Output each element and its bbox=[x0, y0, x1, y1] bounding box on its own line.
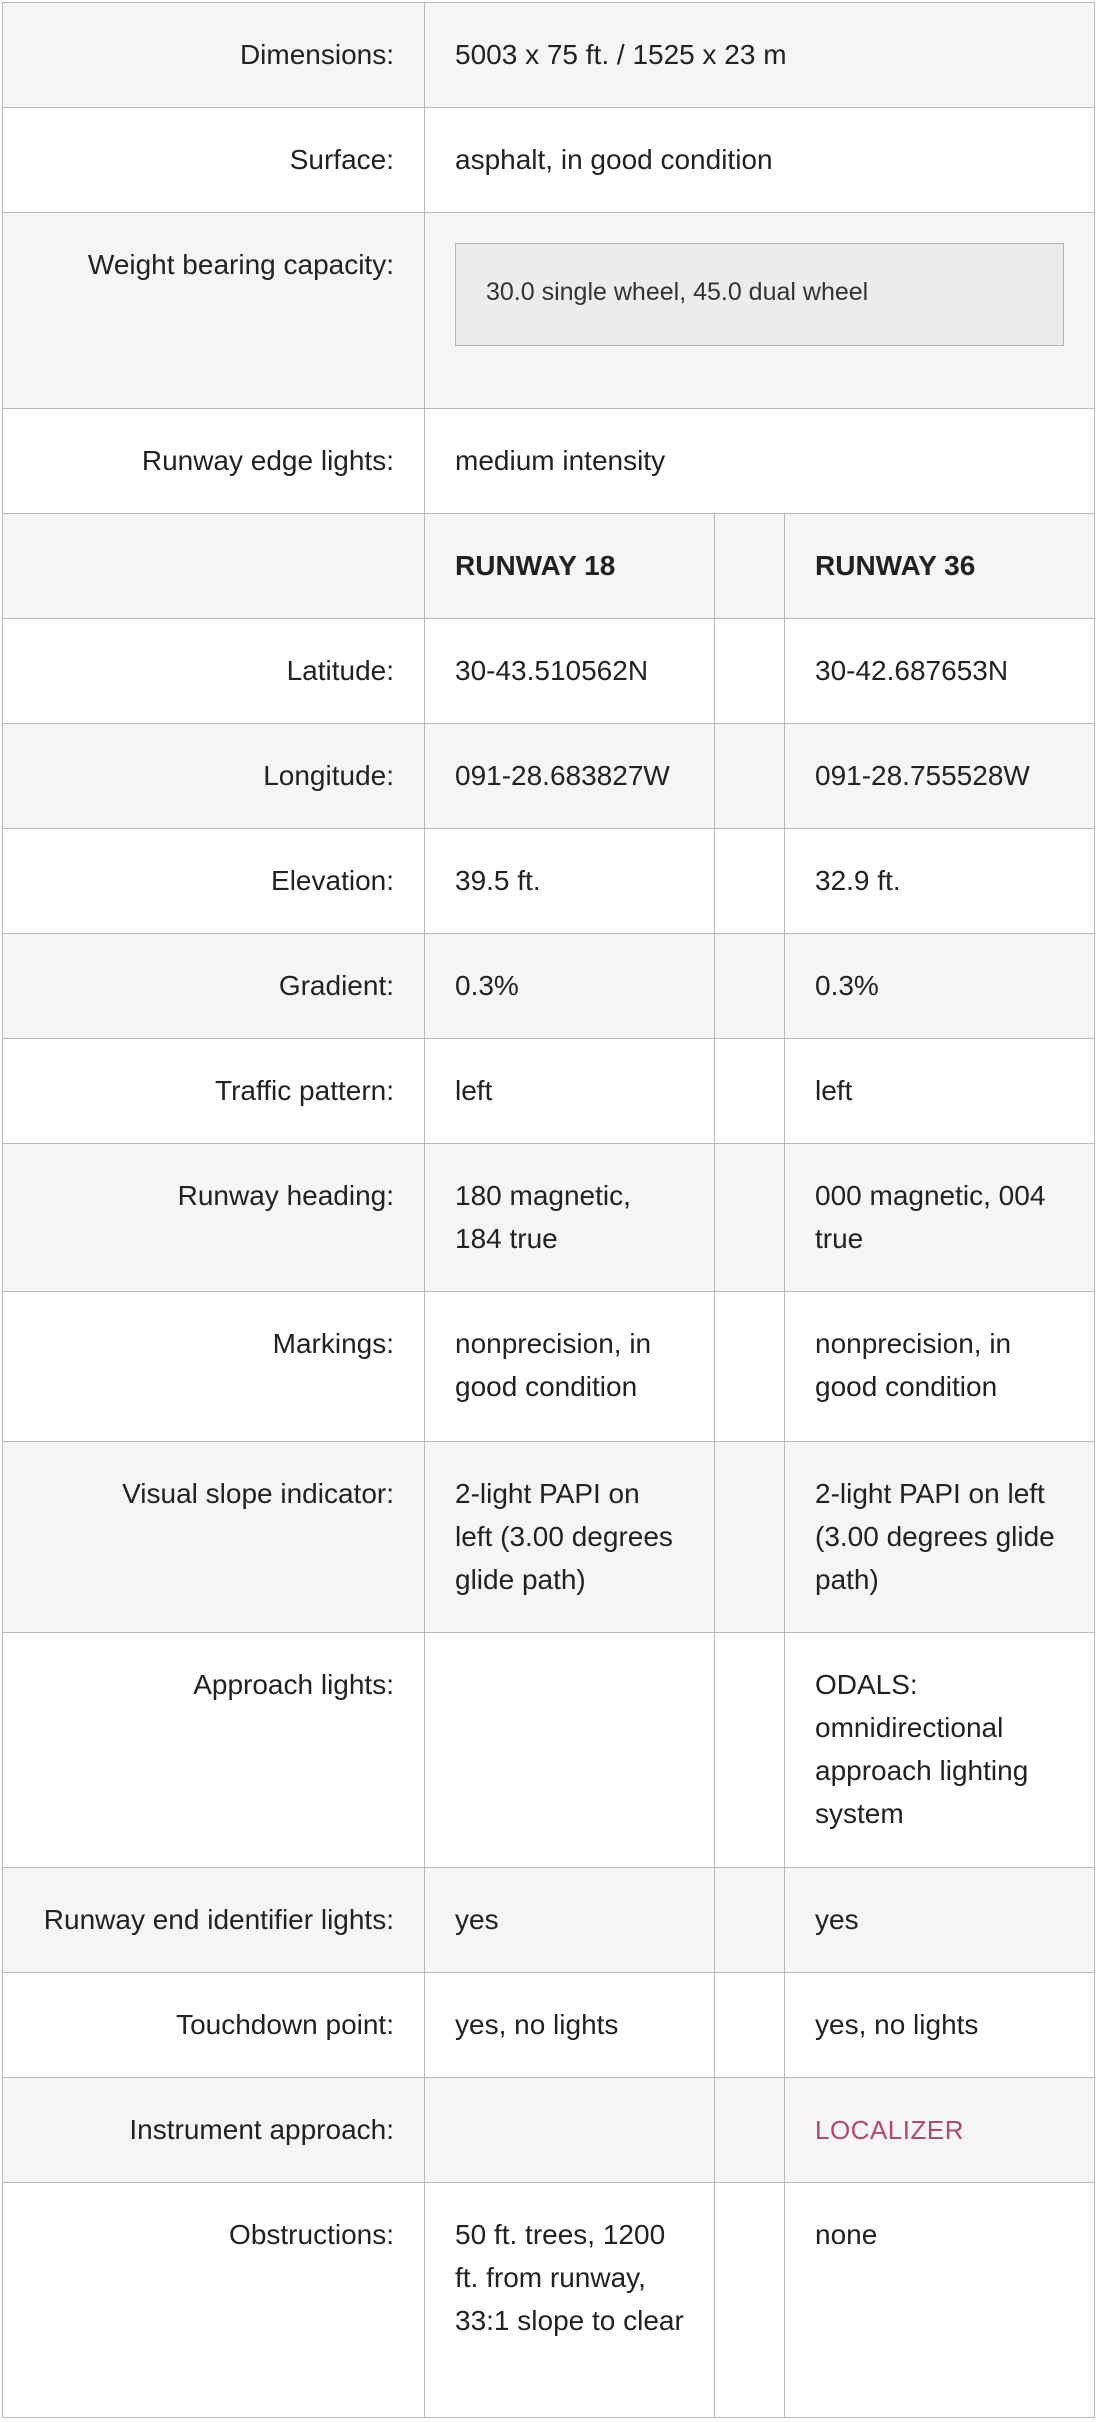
table-row bbox=[3, 1039, 1095, 1144]
edge-lights-value: medium intensity bbox=[425, 409, 1095, 514]
gap-cell bbox=[715, 1868, 785, 1973]
gap-cell bbox=[715, 1039, 785, 1144]
dimensions-value: 5003 x 75 ft. / 1525 x 23 m bbox=[425, 3, 1095, 108]
row-label: Elevation: bbox=[3, 829, 425, 934]
table-row bbox=[3, 1633, 1095, 1868]
runway-36-value: 0.3% bbox=[785, 934, 1095, 1039]
table-row bbox=[3, 2078, 1095, 2183]
row-label: Runway heading: bbox=[3, 1144, 425, 1292]
runway-18-value: 0.3% bbox=[425, 934, 715, 1039]
table-row bbox=[3, 1442, 1095, 1633]
runway-36-value: ODALS: omnidirectional approach lighting system bbox=[785, 1633, 1095, 1868]
surface-label: Surface: bbox=[3, 108, 425, 213]
runway-36-value: 000 magnetic, 004 true bbox=[785, 1144, 1095, 1292]
row-label: Approach lights: bbox=[3, 1633, 425, 1868]
table-row bbox=[3, 2183, 1095, 2418]
weight-bearing-cell bbox=[425, 213, 1095, 409]
runway-36-value: nonprecision, in good condition bbox=[785, 1292, 1095, 1442]
row-label: Instrument approach: bbox=[3, 2078, 425, 2183]
row-label: Obstructions: bbox=[3, 2183, 425, 2418]
table-row-dimensions bbox=[3, 3, 1095, 108]
runway-18-header: RUNWAY 18 bbox=[425, 514, 715, 619]
table-row bbox=[3, 1144, 1095, 1292]
runway-36-value: yes, no lights bbox=[785, 1973, 1095, 2078]
table-row bbox=[3, 934, 1095, 1039]
row-label: Markings: bbox=[3, 1292, 425, 1442]
gap-cell bbox=[715, 1973, 785, 2078]
runway-36-value: 30-42.687653N bbox=[785, 619, 1095, 724]
table-row-runway-headers bbox=[3, 514, 1095, 619]
row-label: Traffic pattern: bbox=[3, 1039, 425, 1144]
table-row-weight-bearing bbox=[3, 213, 1095, 409]
runway-info-table bbox=[2, 2, 1095, 2418]
runway-18-value: yes bbox=[425, 1868, 715, 1973]
row-label: Visual slope indicator: bbox=[3, 1442, 425, 1633]
row-label: Latitude: bbox=[3, 619, 425, 724]
runway-36-value: left bbox=[785, 1039, 1095, 1144]
row-label: Longitude: bbox=[3, 724, 425, 829]
gap-cell bbox=[715, 1292, 785, 1442]
table-row-surface bbox=[3, 108, 1095, 213]
weight-bearing-label: Weight bearing capacity: bbox=[3, 213, 425, 409]
gap-cell bbox=[715, 1633, 785, 1868]
runway-18-value: nonprecision, in good condition bbox=[425, 1292, 715, 1442]
gap-cell bbox=[715, 934, 785, 1039]
surface-value: asphalt, in good condition bbox=[425, 108, 1095, 213]
gap-cell bbox=[715, 829, 785, 934]
gap-cell bbox=[715, 619, 785, 724]
dimensions-label: Dimensions: bbox=[3, 3, 425, 108]
runway-18-value: 50 ft. trees, 1200 ft. from runway, 33:1 slope to clear bbox=[425, 2183, 715, 2418]
runway-36-value bbox=[785, 2078, 1095, 2183]
runway-36-value: none bbox=[785, 2183, 1095, 2418]
gap-cell bbox=[715, 2183, 785, 2418]
table-row bbox=[3, 1292, 1095, 1442]
header-empty-cell bbox=[3, 514, 425, 619]
gap-cell bbox=[715, 1442, 785, 1633]
runway-18-value: 39.5 ft. bbox=[425, 829, 715, 934]
gap-cell bbox=[715, 724, 785, 829]
runway-18-value: 180 magnetic, 184 true bbox=[425, 1144, 715, 1292]
runway-18-value bbox=[425, 1633, 715, 1868]
row-label: Touchdown point: bbox=[3, 1973, 425, 2078]
runway-36-header: RUNWAY 36 bbox=[785, 514, 1095, 619]
weight-bearing-value: 30.0 single wheel, 45.0 dual wheel bbox=[455, 243, 1064, 346]
table-row bbox=[3, 619, 1095, 724]
runway-36-value: yes bbox=[785, 1868, 1095, 1973]
runway-18-value bbox=[425, 2078, 715, 2183]
row-label: Gradient: bbox=[3, 934, 425, 1039]
table-row bbox=[3, 724, 1095, 829]
table-row bbox=[3, 829, 1095, 934]
localizer-link[interactable]: LOCALIZER bbox=[815, 2115, 964, 2145]
table-row-edge-lights bbox=[3, 409, 1095, 514]
runway-18-value: 30-43.510562N bbox=[425, 619, 715, 724]
row-label: Runway end identifier lights: bbox=[3, 1868, 425, 1973]
runway-18-value: yes, no lights bbox=[425, 1973, 715, 2078]
runway-18-value: 091-28.683827W bbox=[425, 724, 715, 829]
runway-36-value: 2-light PAPI on left (3.00 degrees glide path) bbox=[785, 1442, 1095, 1633]
table-row bbox=[3, 1868, 1095, 1973]
runway-36-value: 32.9 ft. bbox=[785, 829, 1095, 934]
gap-cell bbox=[715, 514, 785, 619]
edge-lights-label: Runway edge lights: bbox=[3, 409, 425, 514]
runway-18-value: left bbox=[425, 1039, 715, 1144]
gap-cell bbox=[715, 2078, 785, 2183]
runway-36-value: 091-28.755528W bbox=[785, 724, 1095, 829]
gap-cell bbox=[715, 1144, 785, 1292]
table-row bbox=[3, 1973, 1095, 2078]
runway-18-value: 2-light PAPI on left (3.00 degrees glide path) bbox=[425, 1442, 715, 1633]
